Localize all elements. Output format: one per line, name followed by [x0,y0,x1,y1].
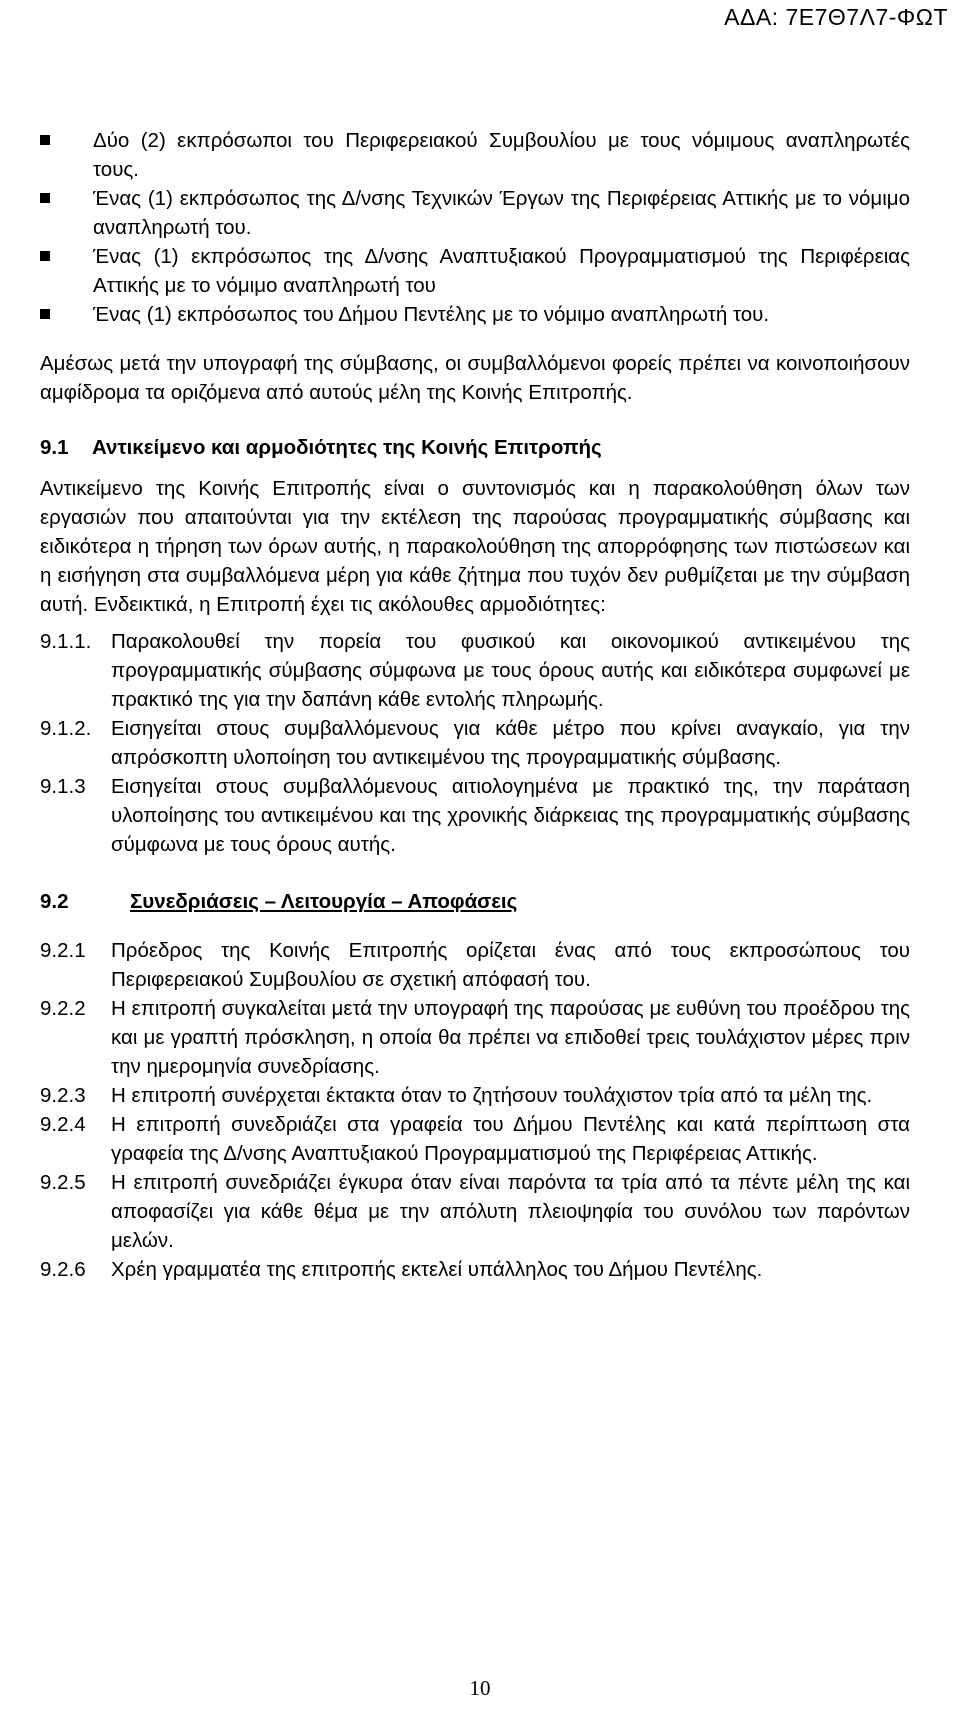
section-title: Συνεδριάσεις – Λειτουργία – Αποφάσεις [130,890,518,913]
section-heading-9-1 [40,433,910,462]
numbered-item: 9.2.3 Η επιτροπή συνέρχεται έκτακτα όταν το ζητήσουν τουλάχιστον τρία από τα μέλη της. [40,1084,873,1107]
section-body: Αντικείμενο της Κοινής Επιτροπής είναι ο συντονισμός και η παρακολούθηση όλων των εργασιών που απαιτούνται για την εκτέλεση της παρούσας προγραμματικής σύμβασης και ειδικότερα η τήρηση των όρων αυτής, η παρακολούθηση της απορρόφησης των πιστώσεων και η εισήγηση στα συμβαλλόμενα μέρη για κάθε ζήτημα που τυχόν δεν ρυθμίζεται με την σύμβαση αυτή. Ενδεικτικά, η Επιτροπή έχει τις ακόλουθες αρμοδιότητες: [40,477,910,616]
list-item: Ένας (1) εκπρόσωπος της Δ/νσης Τεχνικών Έργων της Περιφέρειας Αττικής με το νόμιμο αναπληρωτή του. [40,184,910,242]
section-number: 9.2 [40,890,69,913]
numbered-item: 9.1.2. Εισηγείται στους συμβαλλόμενους για κάθε μέτρο που κρίνει αναγκαίο, για την απρόσκοπτη υλοποίηση του αντικειμένου της προγραμματικής σύμβασης. [40,717,910,769]
responsibilities-list [40,627,910,859]
section-number: 9.1 [40,436,69,459]
list-item: Ένας (1) εκπρόσωπος του Δήμου Πεντέλης με το νόμιμο αναπληρωτή του. [40,300,910,329]
document-body [40,126,910,1284]
square-bullet-icon [40,309,50,319]
page-number: 10 [469,1676,491,1700]
member-list [40,126,910,329]
square-bullet-icon [40,193,50,203]
numbered-item: 9.1.1. Παρακολουθεί την πορεία του φυσικού και οικονομικού αντικειμένου της προγραμματικής σύμβασης σύμφωνα με τους όρους αυτής και ειδικότερα συμφωνεί με πρακτικό της για την δαπάνη κάθε εντολής πληρωμής. [40,630,910,711]
square-bullet-icon [40,135,50,145]
numbered-item: 9.1.3 Εισηγείται στους συμβαλλόμενους αιτιολογημένα με πρακτικό της, την παράταση υλοποίησης του αντικειμένου και της χρονικής διάρκειας της προγραμματικής σύμβασης σύμφωνα με τους όρους αυτής. [40,775,910,856]
numbered-item: 9.2.5 Η επιτροπή συνεδριάζει έγκυρα όταν είναι παρόντα τα τρία από τα πέντε μέλη της και αποφασίζει για κάθε θέμα με την απόλυτη πλειοψηφία του συνόλου των παρόντων μελών. [40,1171,910,1252]
numbered-item: 9.2.6 Χρέη γραμματέα της επιτροπής εκτελεί υπάλληλος του Δήμου Πεντέλης. [40,1258,763,1281]
square-bullet-icon [40,251,50,261]
numbered-item: 9.2.4 Η επιτροπή συνεδριάζει στα γραφεία του Δήμου Πεντέλης και κατά περίπτωση στα γραφεία της Δ/νσης Αναπτυξιακού Προγραμματισμού της Περιφέρειας Αττικής. [40,1113,910,1165]
section-heading-9-2 [40,887,910,916]
ada-code: ΑΔΑ: 7Ε7Θ7Λ7-ΦΩΤ [724,4,948,30]
section-title: Αντικείμενο και αρμοδιότητες της Κοινής Επιτροπής [92,436,602,459]
meetings-list [40,936,910,1284]
numbered-item: 9.2.2 Η επιτροπή συγκαλείται μετά την υπογραφή της παρούσας με ευθύνη του προέδρου της και με γραπτή πρόσκληση, η οποία θα πρέπει να επιδοθεί τρεις τουλάχιστον μέρες πριν την ημερομηνία συνεδρίασης. [40,997,910,1078]
intro-paragraph: Αμέσως μετά την υπογραφή της σύμβασης, οι συμβαλλόμενοι φορείς πρέπει να κοινοποιήσουν αμφίδρομα τα οριζόμενα από αυτούς μέλη της Κοινής Επιτροπής. [40,352,910,404]
list-item: Ένας (1) εκπρόσωπος της Δ/νσης Αναπτυξιακού Προγραμματισμού της Περιφέρειας Αττικής με το νόμιμο αναπληρωτή του [40,242,910,300]
list-item: Δύο (2) εκπρόσωποι του Περιφερειακού Συμβουλίου με τους νόμιμους αναπληρωτές τους. [40,126,910,184]
numbered-item: 9.2.1 Πρόεδρος της Κοινής Επιτροπής ορίζεται ένας από τους εκπροσώπους του Περιφερειακού Συμβουλίου σε σχετική απόφασή του. [40,939,910,991]
